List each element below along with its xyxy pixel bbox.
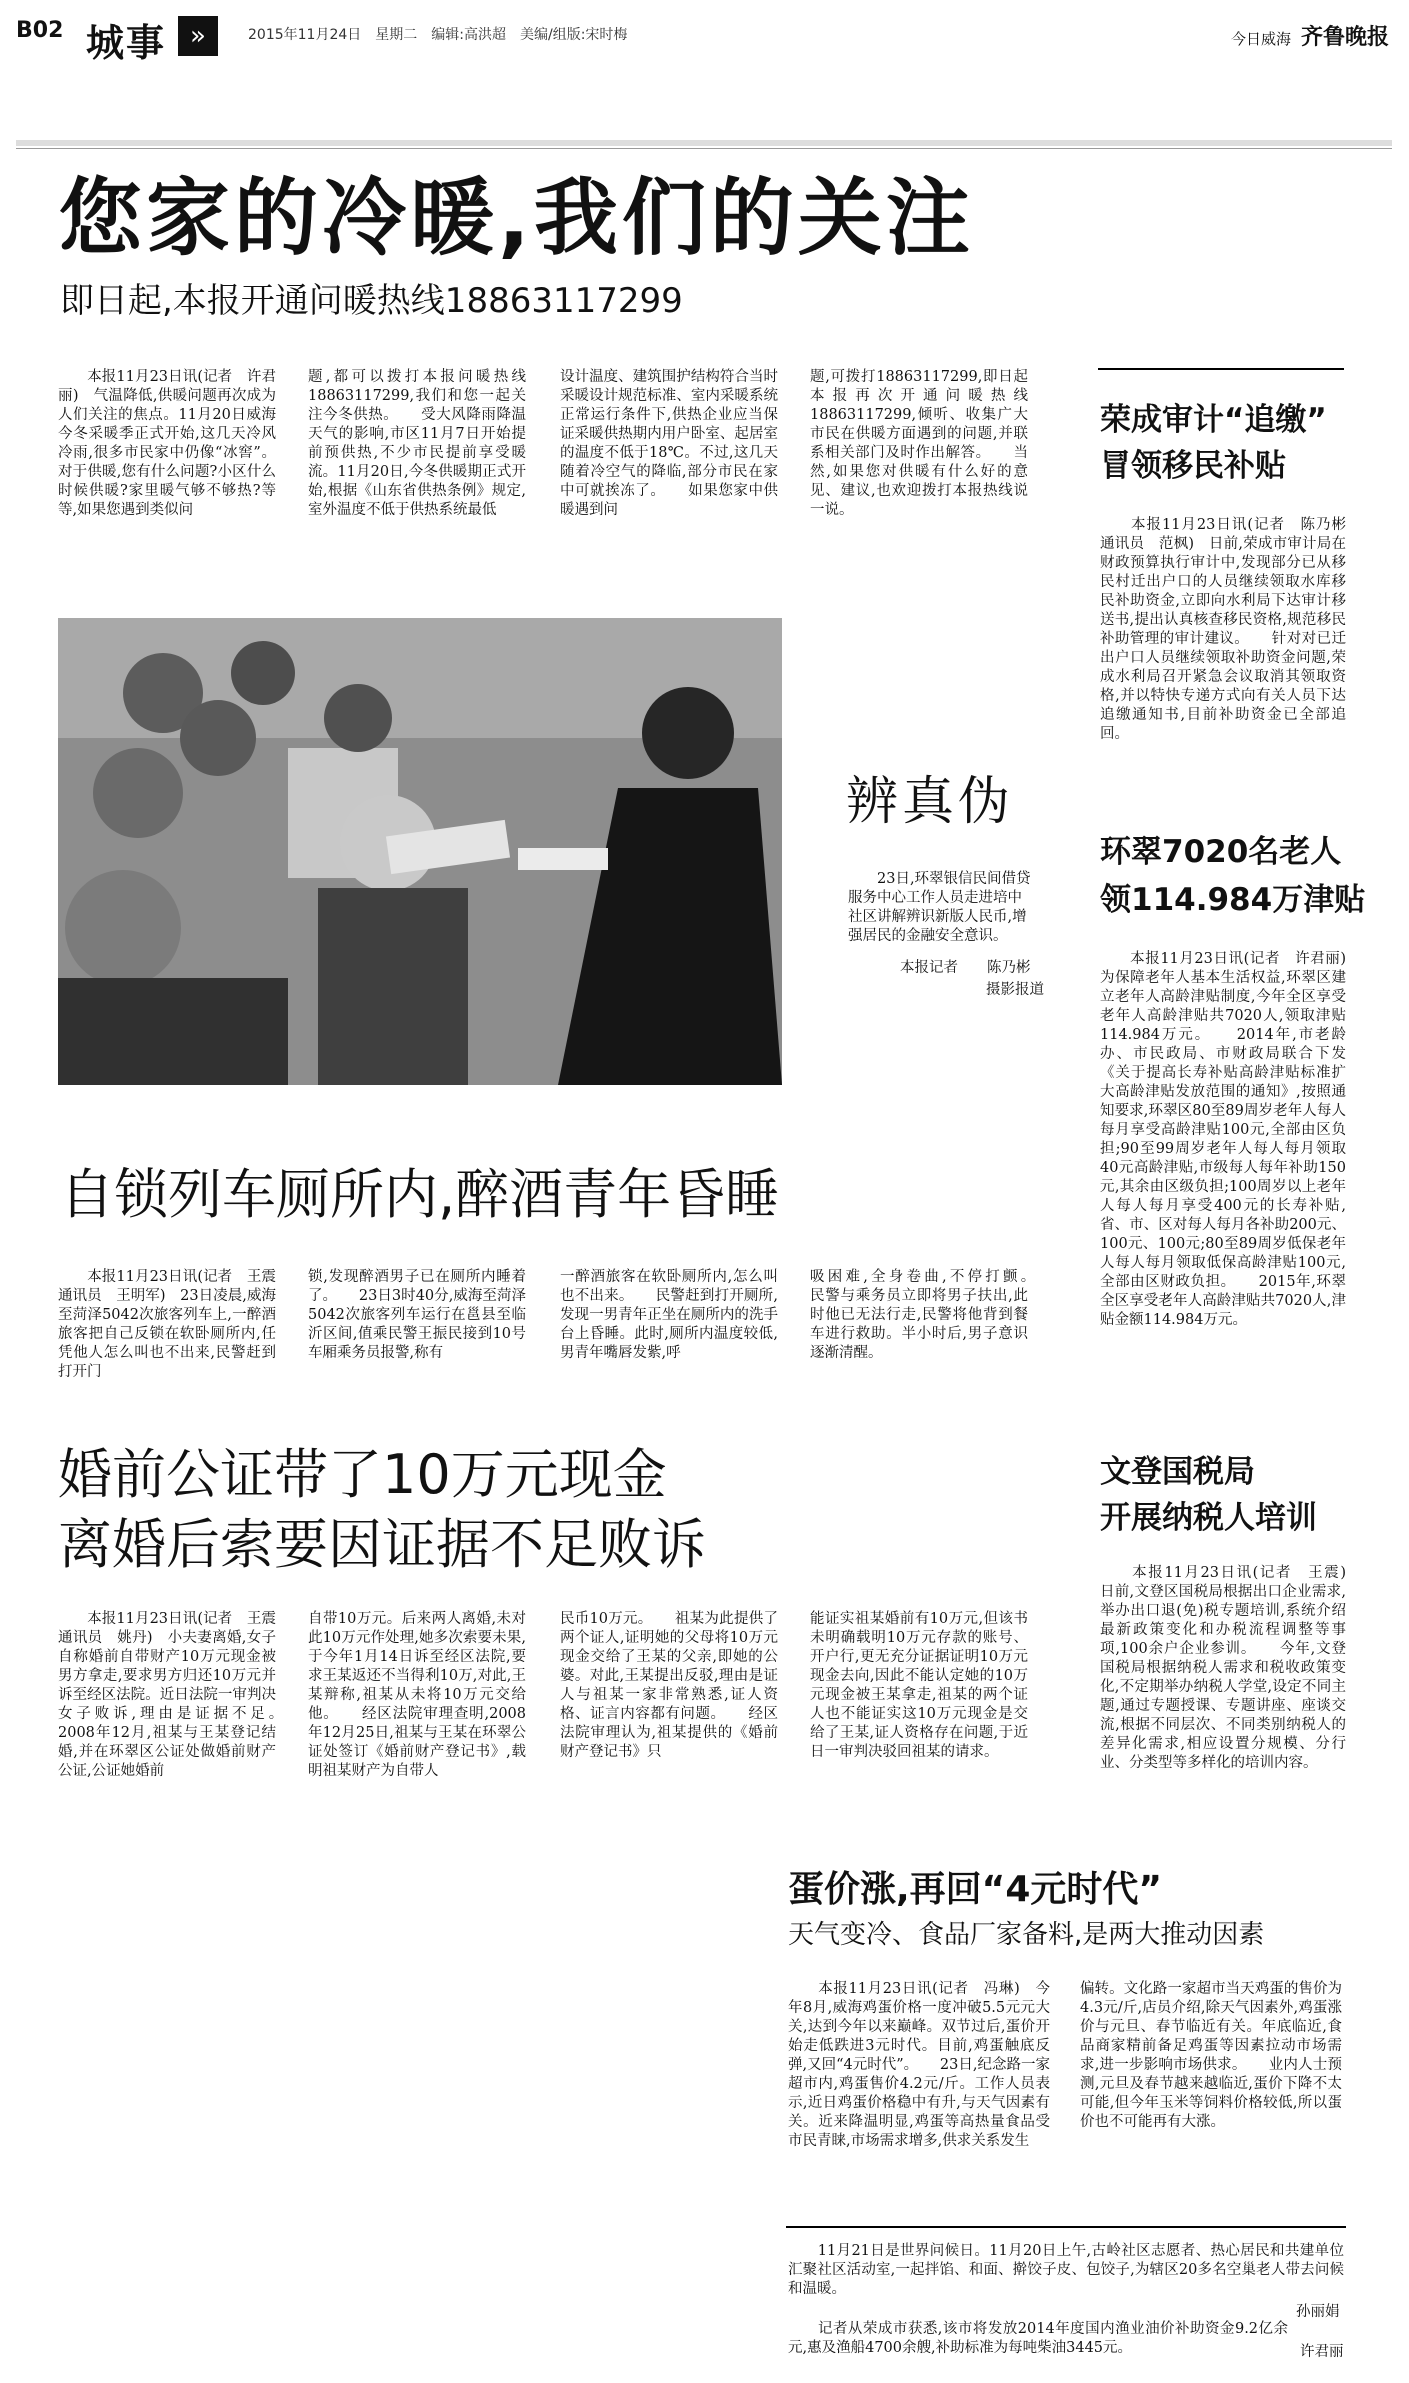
side3-headline-1: 文登国税局: [1100, 1454, 1255, 1490]
story2-col-2: 锁,发现醉酒男子已在厕所内睡着了。 23日3时40分,威海至菏泽5042次旅客列车运行在邕县至临沂区间,值乘民警王振民接到10号车厢乘务员报警,称有: [308, 1269, 526, 1361]
photo-credit-1: 本报记者 陈乃彬: [900, 960, 1031, 976]
section-arrow-icon: »: [178, 16, 218, 56]
brief-2: 记者从荣成市获悉,该市将发放2014年度国内渔业油价补助资金9.2亿余元,惠及渔船4700余艘,补助标准为每吨柴油3445元。: [788, 2321, 1288, 2356]
side1-headline-1: 荣成审计“追缴”: [1100, 402, 1327, 438]
brief-1-credit: 孙丽娟: [1296, 2304, 1340, 2320]
story4-col-1: 本报11月23日讯(记者 冯琳) 今年8月,威海鸡蛋价格一度冲破5.5元元大关,达到今年以来巅峰。双节过后,蛋价开始走低跌进3元时代。目前,鸡蛋触底反弹,又回“4元时代”。 23日,纪念路一家超市内,鸡蛋售价4.2元/斤。工作人员表示,近日鸡蛋价格稳中有升,与天气因素有关。近来降温明显,鸡蛋等高热量食品受市民青睐,市场需求增多,供求关系发生: [788, 1981, 1050, 2149]
brand-edition: 今日威海: [1230, 30, 1291, 48]
lead-subhead: 即日起,本报开通问暖热线18863117299: [60, 281, 683, 321]
brief-2-credit: 许君丽: [1300, 2344, 1344, 2360]
side1-body: 本报11月23日讯(记者 陈乃彬 通讯员 范枫) 日前,荣成市审计局在财政预算执行审计中,发现部分已从移民村迁出户口的人员继续领取水库移民补助资金,立即向水利局下达审计移送书,提出认真核查移民资格,规范移民补助管理的审计建议。 针对对已迁出户口人员继续领取补助资金问题,荣成水利局召开紧急会议取消其领取资格,并以特快专递方式向有关人员下达追缴通知书,目前补助资金已全部追回。: [1100, 517, 1361, 742]
lead-headline: 您家的冷暖,我们的关注: [58, 169, 974, 267]
photo-headline: 辨真伪: [846, 772, 1015, 832]
lead-col-2: 题,都可以拨打本报问暖热线18863117299,我们和您一起关注今冬供热。 受大风降雨降温天气的影响,市区11月7日开始提前预供热,不少市民提前享受暖流。11月20日,今冬供暖期正式开始,根据《山东省供热条例》规定,室外温度不低于供热系统最低: [308, 369, 526, 518]
side1-headline-2: 冒领移民补贴: [1100, 448, 1286, 484]
side3-headline-2: 开展纳税人培训: [1100, 1500, 1317, 1536]
photo-credit-2: 摄影报道: [986, 982, 1044, 998]
header-rule: [16, 140, 1392, 146]
brief-1: 11月21日是世界问候日。11月20日上午,古岭社区志愿者、热心居民和共建单位汇聚社区活动室,一起拌馅、和面、擀饺子皮、包饺子,为辖区20多名空巢老人带去问候和温暖。: [788, 2243, 1344, 2297]
side2-headline-2: 领114.984万津贴: [1100, 882, 1366, 918]
sidebar-rule-1: [1098, 368, 1344, 370]
story3-headline-2: 离婚后索要因证据不足败诉: [58, 1513, 706, 1576]
side3-body: 本报11月23日讯(记者 王震) 日前,文登区国税局根据出口企业需求,举办出口退(免)税专题培训,系统介绍最新政策变化和办税流程调整等事项,100余户企业参训。 今年,文登国税局根据纳税人需求和税收政策变化,不定期举办纳税人学堂,设定不同主题,通过专题授课、专题讲座、座谈交流,根据不同层次、不同类别纳税人的差异化需求,相应设置分规模、分行业、分类型等多样化的培训内容。: [1100, 1565, 1361, 1771]
masthead-brand: [1231, 20, 1389, 51]
date-line: 2015年11月24日 星期二 编辑:高洪超 美编/组版:宋时梅: [248, 27, 628, 43]
story2-col-4: 吸困难,全身卷曲,不停打颤。 民警与乘务员立即将男子扶出,此时他已无法行走,民警将他背到餐车进行救助。半小时后,男子意识逐渐清醒。: [810, 1269, 1057, 1361]
story2-col-1: 本报11月23日讯(记者 王震 通讯员 王明军) 23日凌晨,威海至菏泽5042次旅客列车上,一醉酒旅客把自己反锁在软卧厕所内,任凭他人怎么叫也不出来,民警赶到打开门: [58, 1269, 291, 1380]
photo-illustration: [58, 618, 782, 1085]
section-name: 城事: [86, 21, 167, 65]
story3-col-1: 本报11月23日讯(记者 王震 通讯员 姚丹) 小夫妻离婚,女子自称婚前自带财产10万元现金被男方拿走,要求男方归还10万元并诉至经区法院。近日法院一审判决女子败诉,理由是证据不足。 2008年12月,祖某与王某登记结婚,并在环翠区公证处做婚前财产公证,公证她婚前: [58, 1611, 305, 1779]
bottom-rule: [786, 2226, 1346, 2228]
lead-col-4: 题,可拨打18863117299,即日起本报再次开通问暖热线18863117299,倾听、收集广大市民在供暖方面遇到的问题,并联系相关部门及时作出解答。 当然,如果您对供暖有什么好的意见、建议,也欢迎拨打本报热线说一说。: [810, 369, 1028, 518]
side2-headline-1: 环翠7020名老人: [1100, 834, 1342, 870]
story4-headline: 蛋价涨,再回“4元时代”: [788, 1869, 1163, 1910]
brand-name: 齐鲁晚报: [1300, 25, 1389, 50]
page-number: B02: [16, 18, 64, 43]
photo-caption: 23日,环翠银信民间借贷服务中心工作人员走进培中社区讲解辨识新版人民币,增强居民的金融安全意识。: [848, 871, 1031, 944]
side2-body: 本报11月23日讯(记者 许君丽) 为保障老年人基本生活权益,环翠区建立老年人高龄津贴制度,今年全区享受老年人高龄津贴共7020人,领取津贴114.984万元。 2014年,市老龄办、市民政局、市财政局联合下发《关于提高长寿补贴高龄津贴标准扩大高龄津贴发放范围的通知》,按照通知要求,环翠区80至89周岁老年人每人每月享受高龄津贴100元,全部由区负担;90至99周岁老年人每人每月领取40元高龄津贴,市级每人每年补助150元,其余由区级负担;100周岁以上老年人每人每月享受400元的长寿补贴,省、市、区对每人每月各补助200元、100元、100元;80至89周岁低保老年人每人每月领取低保高龄津贴100元,全部由区财政负担。 2015年,环翠全区享受老年人高龄津贴共7020人,津贴金额114.984万元。: [1100, 951, 1361, 1328]
story3-headline-1: 婚前公证带了10万元现金: [58, 1443, 667, 1506]
lead-col-1: 本报11月23日讯(记者 许君丽) 气温降低,供暖问题再次成为人们关注的焦点。11月20日威海今冬采暖季正式开始,这几天冷风冷雨,很多市民家中仍像“冰窖”。对于供暖,您有什么问题?小区什么时候供暖?家里暖气够不够热?等等,如果您遇到类似问: [58, 369, 276, 518]
story3-col-4: 能证实祖某婚前有10万元,但该书未明确载明10万元存款的账号、开户行,更无充分证据证明10万元现金去向,因此不能认定她的10万元现金被王某拿走,祖某的两个证人也不能证实这10万元现金是交给了王某,证人资格存在问题,于近日一审判决驳回祖某的请求。: [810, 1611, 1028, 1760]
story3-col-2: 自带10万元。后来两人离婚,未对此10万元作处理,她多次索要未果,于今年1月14日诉至经区法院,要求王某返还不当得利10万,对此,王某辩称,祖某从未将10万元交给他。 经区法院审理查明,2008年12月25日,祖某与王某在环翠公证处签订《婚前财产登记书》,载明祖某财产为自带人: [308, 1611, 526, 1779]
lead-col-3: 设计温度、建筑围护结构符合当时采暖设计规范标准、室内采暖系统正常运行条件下,供热企业应当保证采暖供热期内用户卧室、起居室的温度不低于18℃。不过,这几天随着冷空气的降临,部分市民在家中可就挨冻了。 如果您家中供暖遇到问: [560, 369, 778, 518]
news-photo: [58, 618, 782, 1085]
story3-col-3: 民币10万元。 祖某为此提供了两个证人,证明她的父母将10万元现金交给了王某的父亲,即她的公婆。对此,王某提出反驳,理由是证人与祖某一家非常熟悉,证人资格、证言内容都有问题。 经区法院审理认为,祖某提供的《婚前财产登记书》只: [560, 1611, 778, 1760]
header-rule-line: [16, 148, 1392, 149]
story2-col-3: 一醉酒旅客在软卧厕所内,怎么叫也不出来。 民警赶到打开厕所,发现一男青年正坐在厕所内的洗手台上昏睡。此时,厕所内温度较低,男青年嘴唇发紫,呼: [560, 1269, 778, 1361]
story4-col-2: 偏转。文化路一家超市当天鸡蛋的售价为4.3元/斤,店员介绍,除天气因素外,鸡蛋涨价与元旦、春节临近有关。年底临近,食品商家精前备足鸡蛋等因素拉动市场需求,进一步影响市场供求。 业内人士预测,元旦及春节越来越临近,蛋价下降不太可能,但今年玉米等饲料价格较低,所以蛋价也不可能再有大涨。: [1080, 1981, 1342, 2130]
story4-subhead: 天气变冷、食品厂家备料,是两大推动因素: [788, 1920, 1265, 1950]
story2-headline: 自锁列车厕所内,醉酒青年昏睡: [60, 1163, 780, 1226]
